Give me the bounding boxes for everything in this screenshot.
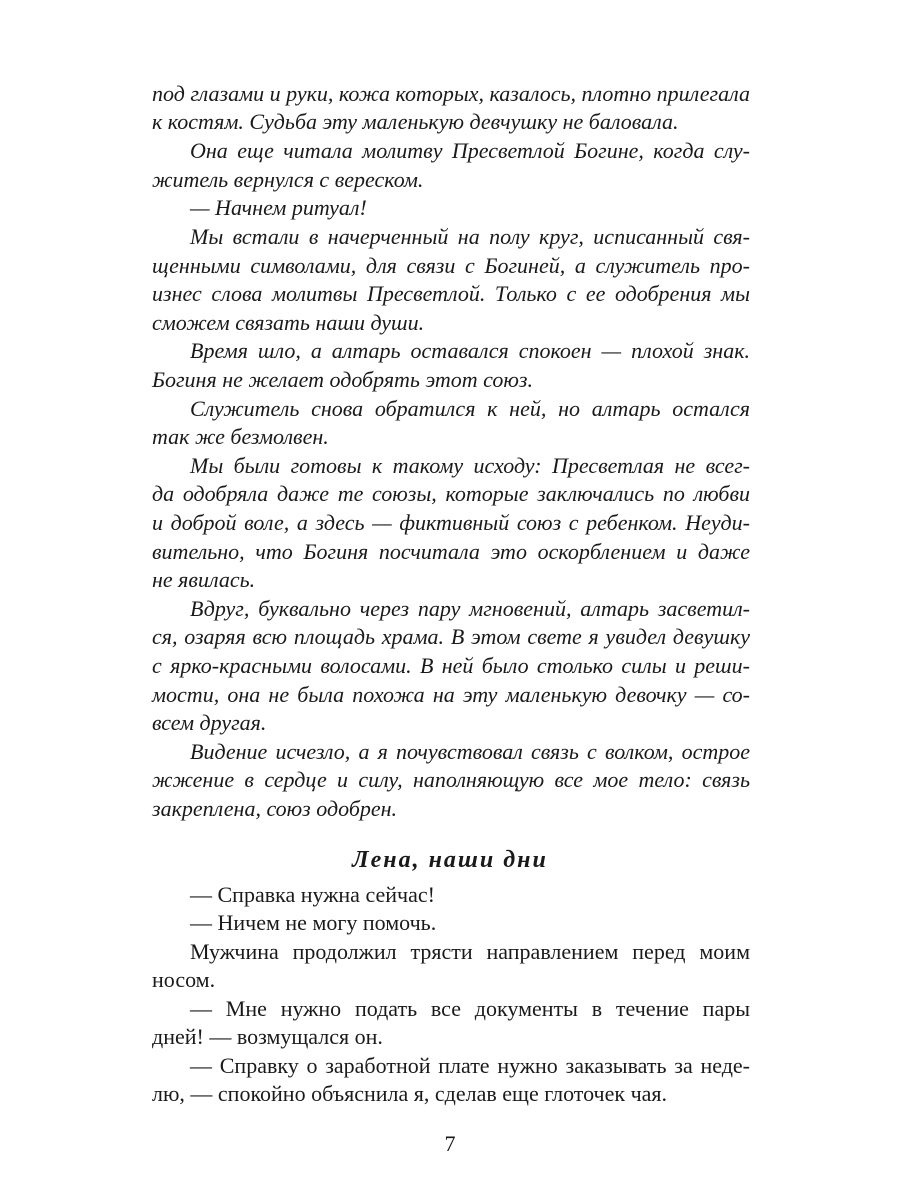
text-line: — Ничем не могу помочь. bbox=[190, 910, 437, 935]
text-line: к костям. Судьба эту маленькую девчушку не баловала. bbox=[152, 109, 679, 134]
text-line: житель вернулся с вереском. bbox=[152, 167, 424, 192]
section-heading: Лена, наши дни bbox=[352, 847, 548, 873]
text-line: Мужчина продолжил трясти направлением перед моим bbox=[190, 939, 750, 964]
text-line: под глазами и руки, кожа которых, казалось, плотно прилегала bbox=[152, 81, 750, 106]
text-line: Мы были готовы к такому исходу: Пресветлая не всег- bbox=[190, 453, 750, 478]
text-line: закреплена, союз одобрен. bbox=[152, 796, 398, 821]
text-line: вительно, что Богиня посчитала это оскорблением и даже bbox=[152, 539, 750, 564]
text-line: с ярко-красными волосами. В ней было столько силы и реши- bbox=[152, 653, 750, 678]
text-line: щенными символами, для связи с Богиней, а служитель про- bbox=[152, 253, 750, 278]
text-line: лю, — спокойно объяснила я, сделав еще глоточек чая. bbox=[152, 1081, 668, 1106]
text-line: Видение исчезло, а я почувствовал связь с волком, острое bbox=[190, 739, 750, 764]
text-line: Она еще читала молитву Пресветлой Богине, когда слу- bbox=[190, 138, 750, 163]
text-line: не явилась. bbox=[152, 567, 256, 592]
text-line: дней! — возмущался он. bbox=[152, 1024, 383, 1049]
text-line: Служитель снова обратился к ней, но алтарь остался bbox=[190, 396, 750, 421]
text-line: и доброй воле, а здесь — фиктивный союз с ребенком. Неуди- bbox=[152, 510, 750, 535]
text-line: изнес слова молитвы Пресветлой. Только с ее одобрения мы bbox=[152, 281, 750, 306]
text-line: сможем связать наши души. bbox=[152, 310, 425, 335]
text-line: да одобряла даже те союзы, которые заключались по любви bbox=[152, 481, 750, 506]
text-line: так же безмолвен. bbox=[152, 424, 329, 449]
text-line: Вдруг, буквально через пару мгновений, алтарь засветил- bbox=[190, 596, 750, 621]
text-line: мости, она не была похожа на эту маленькую девочку — со- bbox=[152, 682, 750, 707]
page-number: 7 bbox=[444, 1131, 456, 1156]
text-line: всем другая. bbox=[152, 710, 267, 735]
text-line: Мы встали в начерченный на полу круг, исписанный свя- bbox=[190, 224, 750, 249]
text-line: Время шло, а алтарь оставался спокоен — плохой знак. bbox=[190, 338, 750, 363]
text-line: носом. bbox=[152, 967, 216, 992]
text-line: — Справку о заработной плате нужно заказывать за неде- bbox=[190, 1053, 750, 1078]
text-line: — Справка нужна сейчас! bbox=[190, 882, 435, 907]
text-line: жжение в сердце и силу, наполняющую все мое тело: связь bbox=[152, 767, 750, 792]
text-line: Богиня не желает одобрять этот союз. bbox=[152, 367, 533, 392]
text-line: — Мне нужно подать все документы в течение пары bbox=[190, 996, 750, 1021]
text-line: — Начнем ритуал! bbox=[190, 195, 367, 220]
text-line: ся, озаряя всю площадь храма. В этом свете я увидел девушку bbox=[152, 624, 750, 649]
